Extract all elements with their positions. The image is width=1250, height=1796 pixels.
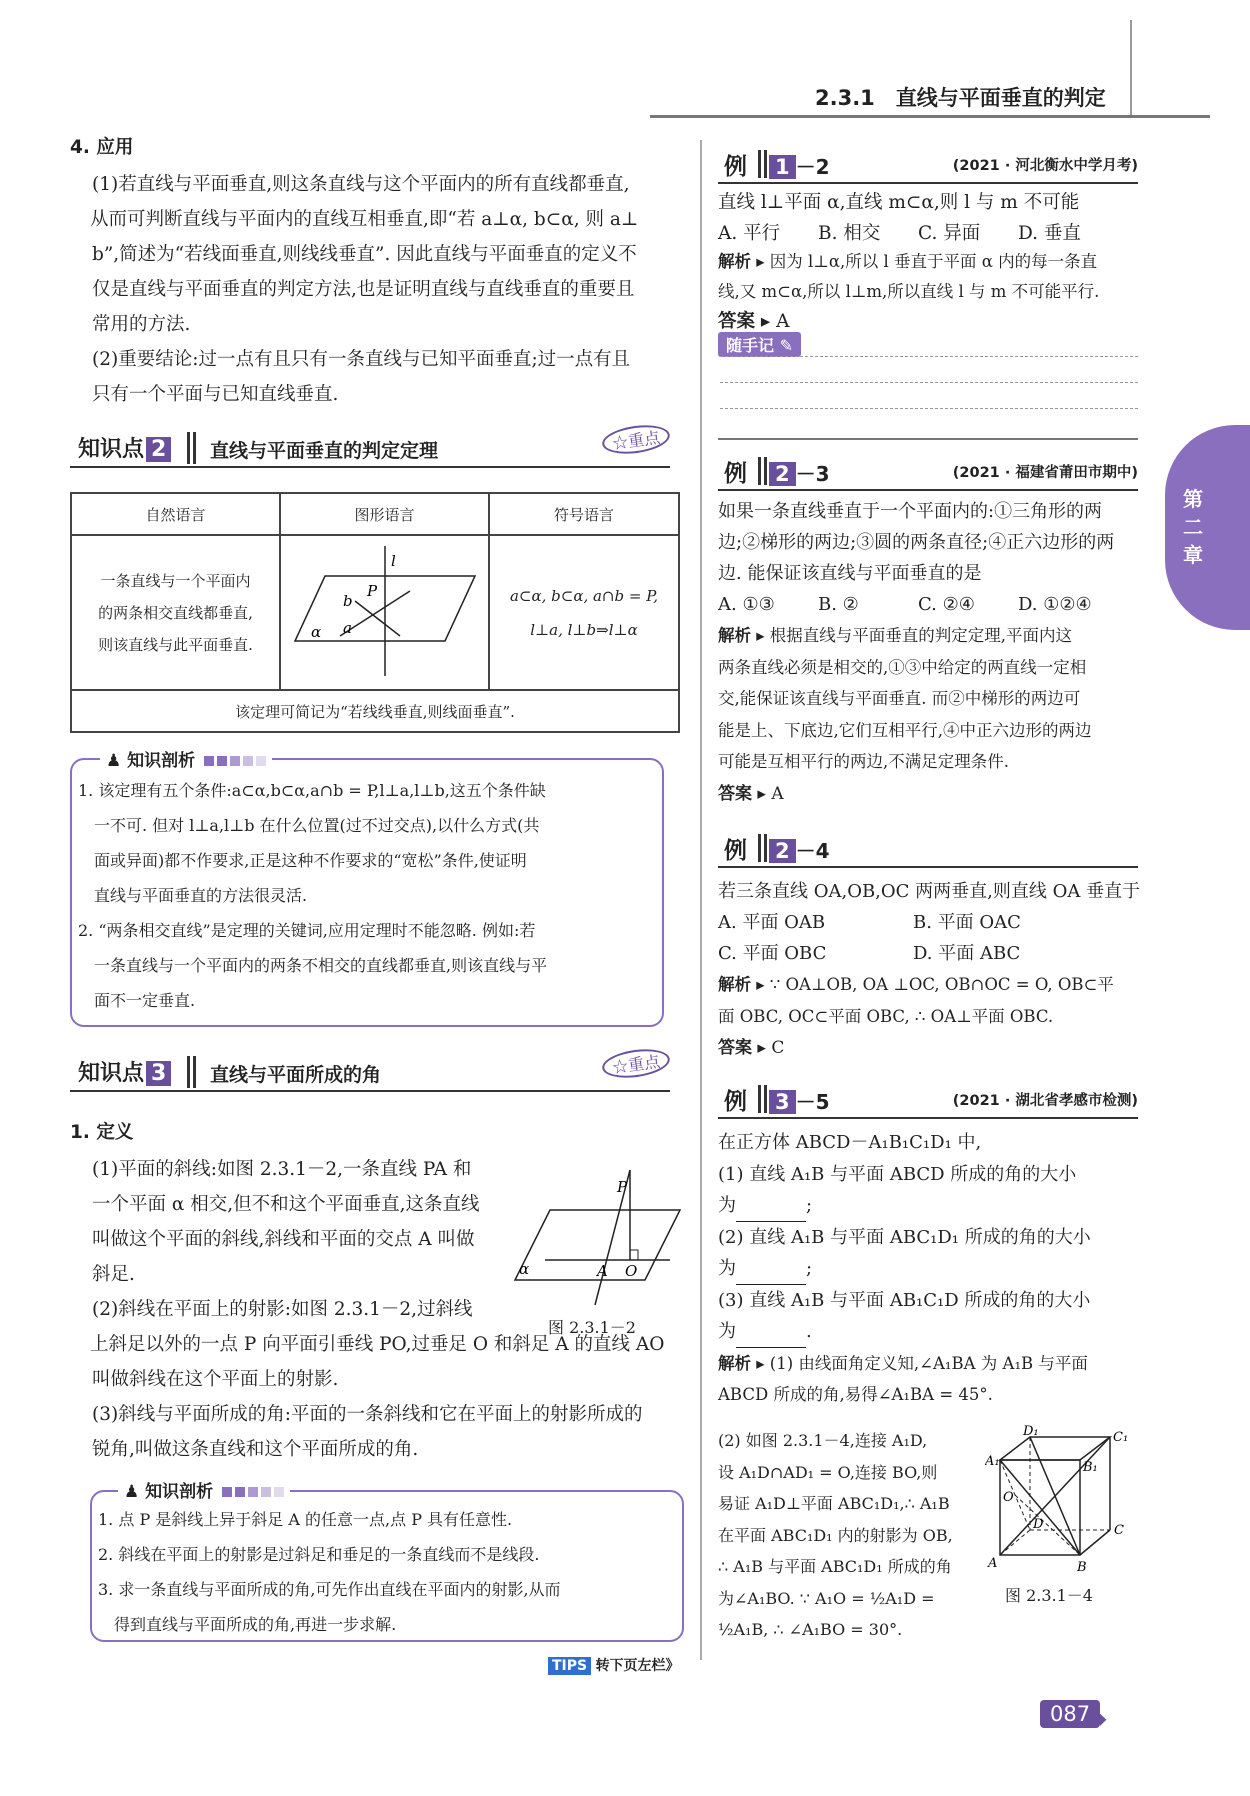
knowledge-point-2-header: [70, 428, 680, 468]
options: A. ①③ B. ② C. ②④ D. ①②④: [718, 594, 1092, 615]
section-4-paragraph-2: [92, 342, 682, 412]
header-underline: [70, 466, 670, 468]
definition-title: 1. 定义: [70, 1122, 134, 1143]
divider-bar: [193, 432, 196, 464]
figure-label-alpha: α: [310, 622, 321, 641]
line: (1)若直线与平面垂直,则这条直线与这个平面内的所有直线都垂直,: [92, 174, 630, 195]
list-item: 1. 点 P 是斜线上异于斜足 A 的任意一点,点 P 具有任意性.: [98, 1510, 513, 1529]
divider-bar: [758, 457, 761, 485]
figure-label-P: P: [617, 1178, 628, 1196]
header-vertical-rule: [1130, 20, 1132, 115]
figure-label-D: D: [1033, 1517, 1044, 1532]
header-underline: [718, 489, 1138, 491]
example-label: 例 2 －4: [724, 838, 830, 864]
list-item: 面不一定垂直.: [78, 991, 196, 1010]
line: 叫做斜线在这个平面上的射影.: [92, 1369, 339, 1390]
list-item: 直线与平面垂直的方法很灵活.: [78, 886, 308, 905]
list-item: 面或异面)都不作要求,正是这种不作要求的“宽松”条件,使证明: [78, 851, 527, 870]
solution-line: 能是上、下底边,它们互相平行,④中正六边形的两边: [718, 720, 1092, 740]
page-number: 087: [1040, 1700, 1100, 1728]
line: 常用的方法.: [92, 314, 191, 335]
knowledge-point-label: 知识点 3: [78, 1056, 171, 1087]
knowledge-point-title: 直线与平面垂直的判定定理: [210, 440, 439, 462]
solution-line: 解析 ▸ 根据直线与平面垂直的判定定理,平面内这: [718, 626, 1073, 645]
options: A. 平行 B. 相交 C. 异面 D. 垂直: [718, 223, 1081, 244]
figure-label-A1: A₁: [985, 1454, 1000, 1469]
solution-line: 线,又 m⊂α,所以 l⊥m,所以直线 l 与 m 不可能平行.: [718, 282, 1100, 301]
plug-icon: ⏵: [1098, 1710, 1107, 1731]
question-line: 边;②梯形的两边;③圆的两条直径;④正六边形的两: [718, 532, 1115, 553]
figure-label-P: P: [366, 581, 377, 600]
example-3-5-solution-2: [718, 1425, 978, 1646]
solution-line: ½A₁B, ∴ ∠A₁BO = 30°.: [718, 1620, 903, 1639]
question-line: 如果一条直线垂直于一个平面内的:①三角形的两: [718, 501, 1103, 522]
example-2-4-body: [718, 876, 1148, 1064]
line: (2)重要结论:过一点有且只有一条直线与已知平面垂直;过一点有且: [92, 349, 631, 370]
list-item: 3. 求一条直线与平面所成的角,可先作出直线在平面内的射影,从而: [98, 1580, 561, 1599]
table-footer: 该定理可简记为“若线线垂直,则线面垂直”.: [71, 690, 679, 732]
line: 只有一个平面与已知直线垂直.: [92, 384, 339, 405]
separator: [718, 438, 1138, 440]
example-source: (2021 · 湖北省孝感市检测): [952, 1093, 1138, 1109]
example-2-3-header: [718, 455, 1138, 489]
solution-line: 两条直线必须是相交的,①③中给定的两直线一定相: [718, 657, 1087, 677]
list-item: 一条直线与一个平面内的两条不相交的直线都垂直,则该直线与平: [78, 956, 548, 975]
tips-note: [548, 1655, 680, 1675]
figure-4-caption: 图 2.3.1－4: [1005, 1586, 1093, 1605]
knowledge-point-label: 知识点 2: [78, 432, 171, 463]
table-header: 图形语言: [280, 493, 489, 535]
figure-label-alpha: α: [519, 1260, 530, 1278]
solution-line: 为∠A₁BO. ∵ A₁O = ½A₁D =: [718, 1588, 935, 1608]
analysis-box-2-content: [98, 1502, 678, 1642]
definition-paragraph-1: [92, 1152, 512, 1292]
note-line: [720, 356, 1138, 357]
knowledge-point-3-header: [70, 1052, 680, 1092]
list-item: 一不可. 但对 l⊥a,l⊥b 在什么位置(过不过交点),以什么方式(共: [78, 816, 540, 835]
solution-line: ABCD 所成的角,易得∠A₁BA = 45°.: [718, 1385, 993, 1404]
figure-label-A: A: [988, 1556, 998, 1571]
symbol-language-cell: [489, 535, 679, 690]
list-item: 得到直线与平面所成的角,再进一步求解.: [98, 1615, 397, 1634]
sub-question: (2) 直线 A₁B 与平面 ABC₁D₁ 所成的角的大小: [718, 1226, 1091, 1248]
tips-tag: TIPS: [548, 1657, 591, 1675]
figure-label-a: a: [342, 618, 352, 637]
line: (2)斜线在平面上的射影:如图 2.3.1－2,过斜线: [92, 1299, 473, 1320]
line: a⊂α, b⊂α, a∩b = P,: [509, 586, 659, 605]
figure-label-B: B: [1077, 1560, 1087, 1575]
person-icon: ♟: [124, 1482, 140, 1502]
line: 则该直线与此平面垂直.: [98, 635, 253, 654]
options: A. 平面 OAB B. 平面 OAC C. 平面 OBC D. 平面 ABC: [718, 912, 1021, 964]
line: 一条直线与一个平面内: [100, 571, 251, 590]
example-source: (2021 · 福建省莆田市期中): [952, 465, 1138, 481]
header-underline: [70, 1090, 670, 1092]
section-4-paragraph-1: [92, 167, 682, 342]
header-underline: [718, 1117, 1138, 1119]
note-tag: 随手记 ✎: [718, 332, 801, 357]
divider-bar: [758, 150, 761, 178]
figure-label-A: A: [597, 1262, 608, 1280]
example-3-5-header: [718, 1083, 1138, 1117]
key-point-badge: ☆重点: [600, 421, 671, 457]
line: 仅是直线与平面垂直的判定方法,也是证明直线与直线垂直的重要且: [92, 279, 635, 300]
question: 直线 l⊥平面 α,直线 m⊂α,则 l 与 m 不可能: [718, 192, 1080, 213]
question: 在正方体 ABCD－A₁B₁C₁D₁ 中,: [718, 1132, 982, 1153]
line: 锐角,叫做这条直线和这个平面所成的角.: [92, 1439, 419, 1460]
figure-label-B1: B₁: [1083, 1460, 1098, 1475]
divider-bar: [187, 432, 190, 464]
analysis-box-2-title: ♟ 知识剖析: [118, 1477, 290, 1502]
solution-line: 交,能保证该直线与平面垂直. 而②中梯形的两边可: [718, 689, 1081, 708]
divider-bar: [764, 457, 767, 485]
analysis-box-1-title: ♟ 知识剖析: [100, 746, 272, 771]
figure-label-C1: C₁: [1113, 1430, 1129, 1445]
example-1-2-body: [718, 185, 1148, 337]
sub-question-blank: 为 ;: [718, 1253, 1148, 1285]
figure-label-O: O: [1003, 1490, 1014, 1505]
graphic-language-cell: [280, 535, 489, 690]
sub-question: (3) 直线 A₁B 与平面 AB₁C₁D 所成的角的大小: [718, 1289, 1091, 1311]
figure-label-C: C: [1114, 1523, 1124, 1538]
solution-line: 面 OBC, OC⊂平面 OBC, ∴ OA⊥平面 OBC.: [718, 1006, 1054, 1026]
header-underline: [718, 866, 1138, 868]
figure-2-caption: 图 2.3.1－2: [548, 1318, 636, 1337]
natural-language-cell: [71, 535, 280, 690]
note-line: [720, 382, 1138, 383]
line: 一个平面 α 相交,但不和这个平面垂直,这条直线: [92, 1194, 480, 1215]
line: (3)斜线与平面所成的角:平面的一条斜线和它在平面上的射影所成的: [92, 1404, 643, 1425]
line: l⊥a, l⊥b⇒l⊥α: [530, 620, 638, 639]
solution-line: 易证 A₁D⊥平面 ABC₁D₁,∴ A₁B: [718, 1494, 950, 1513]
divider-bar: [764, 834, 767, 862]
page-title: 2.3.1 直线与平面垂直的判定: [815, 86, 1106, 110]
pencil-icon: ✎: [779, 336, 793, 355]
solution-line: ∴ A₁B 与平面 ABC₁D₁ 所成的角: [718, 1557, 952, 1576]
knowledge-point-number: 2: [146, 437, 171, 462]
solution-line: 解析 ▸ (1) 由线面角定义知,∠A₁BA 为 A₁B 与平面: [718, 1353, 1088, 1373]
note-line: [720, 408, 1138, 409]
example-label: 例 3 －5: [724, 1089, 830, 1115]
header-underline: [718, 182, 1138, 184]
divider-bar: [758, 834, 761, 862]
theorem-table: [70, 492, 680, 733]
question-line: 边. 能保证该直线与平面垂直的是: [718, 563, 982, 584]
figure-label-l: l: [390, 551, 396, 570]
key-point-badge: ☆重点: [600, 1045, 671, 1081]
divider-bar: [758, 1085, 761, 1113]
chapter-tab-label: 第二章: [1183, 487, 1203, 567]
example-3-5-body: [718, 1127, 1148, 1411]
example-label: 例 2 －3: [724, 461, 830, 487]
line: 上斜足以外的一点 P 向平面引垂线 PO,过垂足 O 和斜足 A 的直线 AO: [90, 1334, 665, 1355]
line: 斜足.: [92, 1264, 135, 1285]
answer-line: 答案 ▸ A: [718, 783, 784, 804]
line: 从而可判断直线与平面内的直线互相垂直,即“若 a⊥α, b⊂α, 则 a⊥: [90, 209, 639, 230]
knowledge-point-title: 直线与平面所成的角: [210, 1064, 382, 1086]
sub-question-blank: 为 ;: [718, 1190, 1148, 1222]
solution-line: 可能是互相平行的两边,不满足定理条件.: [718, 752, 1009, 771]
divider-bar: [764, 1085, 767, 1113]
line: 叫做这个平面的斜线,斜线和平面的交点 A 叫做: [92, 1229, 475, 1250]
example-source: (2021 · 河北衡水中学月考): [952, 158, 1138, 174]
section-4-title: 4. 应用: [70, 137, 134, 158]
figure-label-D1: D₁: [1023, 1425, 1039, 1439]
table-header: 自然语言: [71, 493, 280, 535]
answer-line: 答案 ▸ A: [718, 311, 790, 332]
definition-paragraph-3: [92, 1397, 682, 1467]
example-2-4-header: [718, 832, 1138, 866]
example-label: 例 1 －2: [724, 154, 830, 180]
list-item: 2. 斜线在平面上的射影是过斜足和垂足的一条直线而不是线段.: [98, 1545, 540, 1564]
answer-line: 答案 ▸ C: [718, 1038, 785, 1058]
column-divider: [700, 140, 702, 1660]
list-item: 2. “两条相交直线”是定理的关键词,应用定理时不能忽略. 例如:若: [78, 921, 536, 940]
solution-line: (2) 如图 2.3.1－4,连接 A₁D,: [718, 1431, 928, 1450]
line: b”,简述为“若线面垂直,则线线垂直”. 因此直线与平面垂直的定义不: [92, 244, 637, 265]
list-item: 1. 该定理有五个条件:a⊂α,b⊂α,a∩b = P,l⊥a,l⊥b,这五个条件缺: [78, 781, 546, 800]
table-header: 符号语言: [489, 493, 679, 535]
divider-bar: [193, 1056, 196, 1088]
figure-label-b: b: [342, 591, 353, 610]
header-rule: [650, 115, 1210, 118]
figure-label-O: O: [625, 1262, 638, 1280]
analysis-box-1-content: [78, 773, 658, 1018]
solution-line: 解析 ▸ 因为 l⊥α,所以 l 垂直于平面 α 内的每一条直: [718, 252, 1098, 271]
solution-line: 设 A₁D∩AD₁ = O,连接 BO,则: [718, 1462, 938, 1482]
person-icon: ♟: [106, 751, 122, 771]
sub-question-blank: 为 .: [718, 1316, 1148, 1348]
plane-perpendicular-figure: [285, 541, 485, 681]
cube-figure: [985, 1425, 1140, 1580]
tips-text: 转下页左栏》: [595, 1658, 680, 1674]
example-1-2-header: [718, 148, 1138, 182]
knowledge-point-number: 3: [146, 1061, 171, 1086]
divider-bar: [187, 1056, 190, 1088]
divider-bar: [764, 150, 767, 178]
line: 的两条相交直线都垂直,: [98, 603, 253, 622]
line: (1)平面的斜线:如图 2.3.1－2,一条直线 PA 和: [92, 1159, 472, 1180]
sub-question: (1) 直线 A₁B 与平面 ABCD 所成的角的大小: [718, 1163, 1077, 1185]
oblique-line-figure: [505, 1160, 685, 1310]
solution-line: 解析 ▸ ∵ OA⊥OB, OA ⊥OC, OB∩OC = O, OB⊂平: [718, 975, 1114, 994]
question: 若三条直线 OA,OB,OC 两两垂直,则直线 OA 垂直于: [718, 881, 1141, 902]
example-2-3-body: [718, 496, 1148, 810]
solution-line: 在平面 ABC₁D₁ 内的射影为 OB,: [718, 1525, 953, 1545]
